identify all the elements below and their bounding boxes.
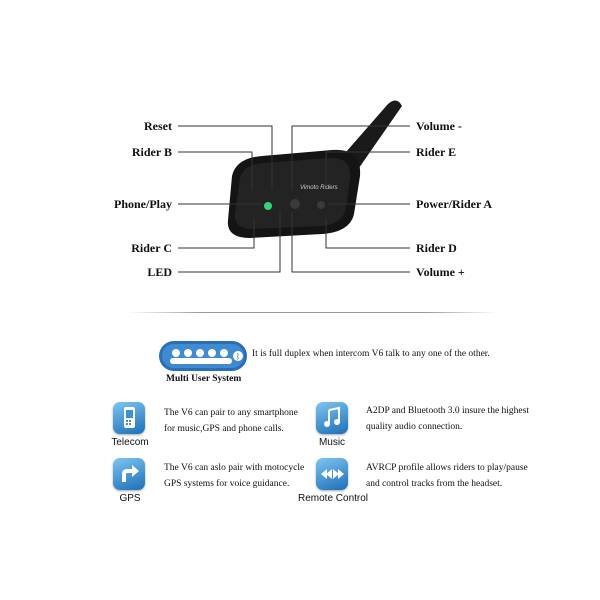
label-led: LED	[147, 265, 172, 279]
bluetooth-icon: ᛒ	[340, 477, 346, 487]
multi-user-description: It is full duplex when intercom V6 talk to any one of the other.	[252, 349, 490, 359]
feature-text-remote-control: AVRCP profile allows riders to play/pause and control tracks from the headset.	[366, 463, 528, 489]
label-volume-minus: Volume -	[416, 119, 462, 133]
feature-caption-music: Music	[318, 437, 346, 448]
bluetooth-icon: ᛒ	[137, 421, 143, 431]
phone-led-icon	[264, 202, 272, 210]
feature-caption-remote-control: Remote Control	[298, 493, 369, 504]
feature-caption-telecom: Telecom	[111, 437, 149, 448]
bluetooth-icon: ᛒ	[340, 421, 346, 431]
power-button	[317, 201, 325, 209]
label-power-rider-a: Power/Rider A	[416, 197, 493, 211]
multi-user-riders-icon	[158, 340, 248, 372]
feature-text-gps: The V6 can aslo pair with motocycle GPS systems for voice guidance.	[164, 463, 305, 489]
brand-text: Vimoto Riders	[300, 185, 338, 191]
label-rider-c: Rider C	[131, 241, 172, 255]
feature-text-telecom: The V6 can pair to any smartphone for music,GPS and phone calls.	[164, 408, 298, 434]
label-rider-e: Rider E	[416, 145, 457, 159]
center-button	[290, 199, 300, 209]
multi-user-caption: Multi User System	[166, 374, 242, 384]
label-rider-b: Rider B	[131, 145, 172, 159]
label-phone-play: Phone/Play	[113, 197, 172, 211]
svg-text:ᛒ: ᛒ	[235, 352, 241, 361]
label-volume-plus: Volume +	[416, 265, 465, 279]
label-reset: Reset	[144, 119, 172, 133]
bluetooth-icon: ᛒ	[137, 477, 143, 487]
label-rider-d: Rider D	[416, 241, 457, 255]
feature-text-music: A2DP and Bluetooth 3.0 insure the highest quality audio connection.	[366, 406, 529, 432]
feature-caption-gps: GPS	[119, 493, 141, 504]
section-divider	[128, 312, 498, 313]
